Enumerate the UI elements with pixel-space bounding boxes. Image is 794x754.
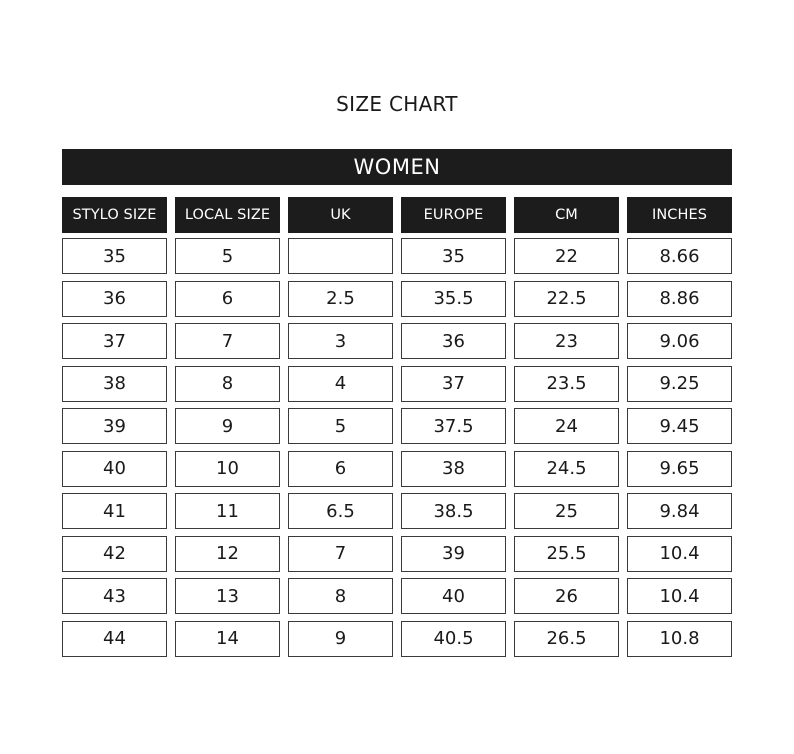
column-header-uk: UK: [288, 197, 393, 233]
table-cell-uk: 8: [288, 578, 393, 614]
table-cell-cm: 26: [514, 578, 619, 614]
table-cell-europe: 40.5: [401, 621, 506, 657]
table-cell-local-size: 9: [175, 408, 280, 444]
table-cell-uk: 2.5: [288, 281, 393, 317]
table-cell-inches: 8.66: [627, 238, 732, 274]
table-cell-europe: 37.5: [401, 408, 506, 444]
table-cell-cm: 24: [514, 408, 619, 444]
table-cell-inches: 9.84: [627, 493, 732, 529]
size-table: [62, 197, 732, 663]
table-cell-local-size: 11: [175, 493, 280, 529]
column-header-europe: EUROPE: [401, 197, 506, 233]
table-cell-cm: 23: [514, 323, 619, 359]
table-cell-uk: 5: [288, 408, 393, 444]
table-cell-europe: 38: [401, 451, 506, 487]
table-cell-inches: 9.06: [627, 323, 732, 359]
table-cell-uk: 6: [288, 451, 393, 487]
table-cell-stylo-size: 40: [62, 451, 167, 487]
table-cell-inches: 10.4: [627, 536, 732, 572]
table-cell-local-size: 5: [175, 238, 280, 274]
table-cell-cm: 25.5: [514, 536, 619, 572]
table-cell-cm: 25: [514, 493, 619, 529]
table-cell-europe: 38.5: [401, 493, 506, 529]
table-cell-cm: 24.5: [514, 451, 619, 487]
table-cell-local-size: 13: [175, 578, 280, 614]
table-cell-cm: 22: [514, 238, 619, 274]
column-header-cm: CM: [514, 197, 619, 233]
table-cell-europe: 36: [401, 323, 506, 359]
table-cell-stylo-size: 44: [62, 621, 167, 657]
column-header-stylo-size: STYLO SIZE: [62, 197, 167, 233]
table-cell-inches: 10.8: [627, 621, 732, 657]
table-cell-local-size: 6: [175, 281, 280, 317]
table-cell-stylo-size: 37: [62, 323, 167, 359]
table-cell-europe: 35: [401, 238, 506, 274]
table-cell-cm: 23.5: [514, 366, 619, 402]
table-cell-local-size: 10: [175, 451, 280, 487]
table-cell-stylo-size: 35: [62, 238, 167, 274]
table-cell-europe: 39: [401, 536, 506, 572]
table-cell-stylo-size: 39: [62, 408, 167, 444]
table-cell-cm: 22.5: [514, 281, 619, 317]
table-cell-uk: 4: [288, 366, 393, 402]
table-cell-stylo-size: 38: [62, 366, 167, 402]
table-cell-inches: 8.86: [627, 281, 732, 317]
table-cell-stylo-size: 43: [62, 578, 167, 614]
column-header-inches: INCHES: [627, 197, 732, 233]
table-cell-inches: 9.65: [627, 451, 732, 487]
table-cell-europe: 40: [401, 578, 506, 614]
table-cell-local-size: 12: [175, 536, 280, 572]
table-cell-stylo-size: 36: [62, 281, 167, 317]
table-cell-local-size: 14: [175, 621, 280, 657]
table-cell-local-size: 7: [175, 323, 280, 359]
table-cell-inches: 9.45: [627, 408, 732, 444]
table-cell-stylo-size: 41: [62, 493, 167, 529]
table-cell-uk: 3: [288, 323, 393, 359]
table-cell-uk: [288, 238, 393, 274]
table-cell-uk: 6.5: [288, 493, 393, 529]
table-cell-uk: 9: [288, 621, 393, 657]
table-cell-europe: 35.5: [401, 281, 506, 317]
table-cell-europe: 37: [401, 366, 506, 402]
table-cell-inches: 10.4: [627, 578, 732, 614]
table-cell-cm: 26.5: [514, 621, 619, 657]
table-cell-stylo-size: 42: [62, 536, 167, 572]
column-header-local-size: LOCAL SIZE: [175, 197, 280, 233]
section-banner: WOMEN: [62, 149, 732, 185]
table-cell-uk: 7: [288, 536, 393, 572]
table-cell-local-size: 8: [175, 366, 280, 402]
page-title: SIZE CHART: [336, 92, 458, 116]
table-cell-inches: 9.25: [627, 366, 732, 402]
